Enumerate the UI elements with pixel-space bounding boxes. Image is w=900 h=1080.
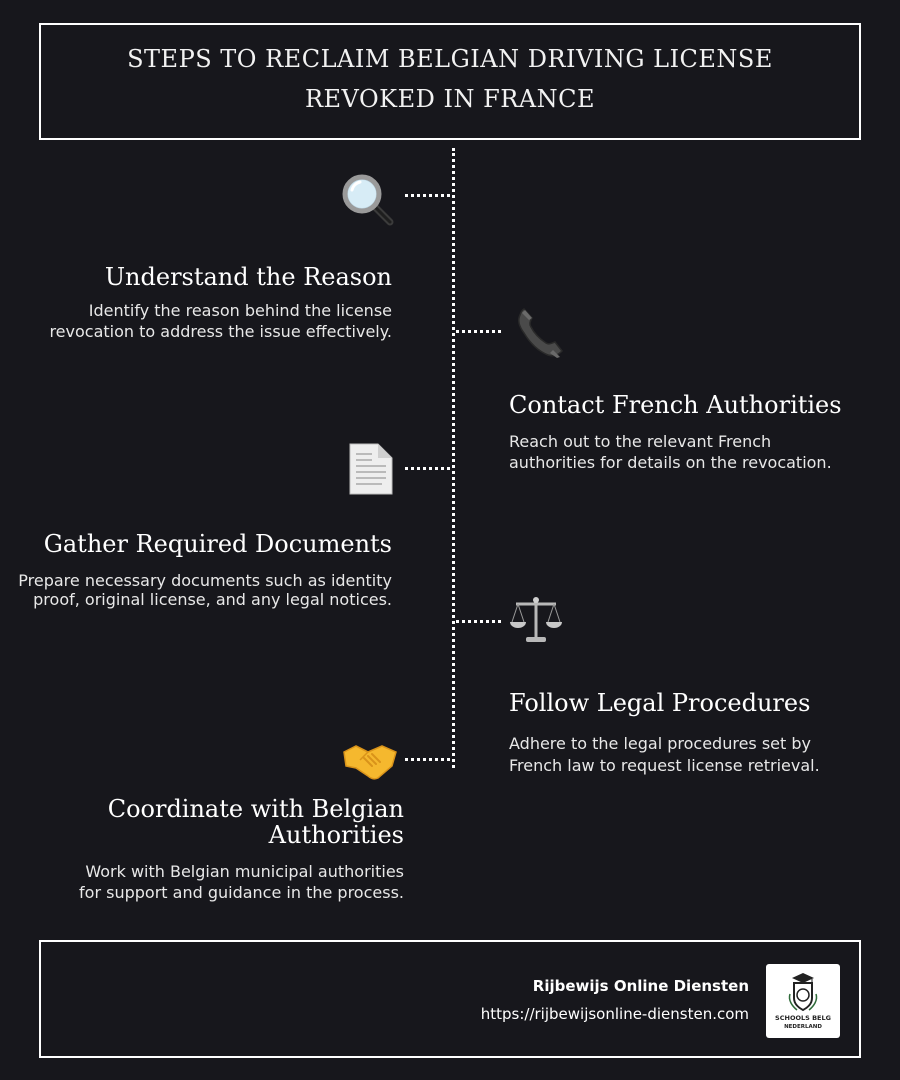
step-desc-gather-documents-line-1: Prepare necessary documents such as identity: [18, 571, 392, 590]
step-title-gather-documents: Gather Required Documents: [43, 530, 392, 558]
step-title-coordinate-belgian-line-2: Authorities: [268, 821, 404, 849]
step-desc-contact-french-line-2: authorities for details on the revocation.: [509, 453, 832, 472]
connector-step-1: [405, 194, 450, 197]
telephone-icon: [512, 305, 568, 361]
step-desc-contact-french-line-1: Reach out to the relevant French: [509, 432, 772, 451]
connector-step-5: [405, 758, 450, 761]
company-name: Rijbewijs Online Diensten: [532, 977, 749, 995]
handshake-icon: [342, 732, 398, 788]
connector-step-2: [456, 330, 501, 333]
step-title-follow-legal-procedures: Follow Legal Procedures: [509, 689, 811, 717]
step-desc-understand-reason-line-2: revocation to address the issue effectively.: [49, 322, 392, 341]
step-desc-understand-reason-line-1: Identify the reason behind the license: [88, 301, 392, 320]
scales-icon: [508, 592, 564, 648]
timeline-line: [452, 148, 455, 768]
step-desc-coordinate-belgian-line-2: for support and guidance in the process.: [79, 883, 404, 902]
svg-text:SCHOOLS BELG: SCHOOLS BELG: [775, 1014, 831, 1022]
title-box: [39, 23, 861, 140]
step-desc-follow-legal-line-2: French law to request license retrieval.: [509, 756, 820, 775]
step-desc-coordinate-belgian-line-1: Work with Belgian municipal authorities: [85, 862, 404, 881]
page-title-line-2: REVOKED IN FRANCE: [304, 85, 596, 113]
svg-text:NEDERLAND: NEDERLAND: [784, 1024, 822, 1030]
document-icon: [342, 440, 398, 496]
company-url-link[interactable]: https://rijbewijsonline-diensten.com: [480, 1005, 749, 1023]
footer-box: [39, 940, 861, 1058]
step-desc-gather-documents-line-2: proof, original license, and any legal notices.: [33, 590, 392, 609]
connector-step-3: [405, 467, 450, 470]
connector-step-4: [456, 620, 501, 623]
step-title-coordinate-belgian-line-1: Coordinate with Belgian: [107, 795, 404, 823]
school-logo: [766, 964, 840, 1038]
magnifying-glass-icon: [340, 172, 396, 228]
step-title-understand-reason: Understand the Reason: [104, 263, 392, 291]
page-title-line-1: STEPS TO RECLAIM BELGIAN DRIVING LICENSE: [127, 45, 773, 73]
step-title-contact-french-authorities: Contact French Authorities: [509, 391, 842, 419]
step-desc-follow-legal-line-1: Adhere to the legal procedures set by: [509, 734, 811, 753]
